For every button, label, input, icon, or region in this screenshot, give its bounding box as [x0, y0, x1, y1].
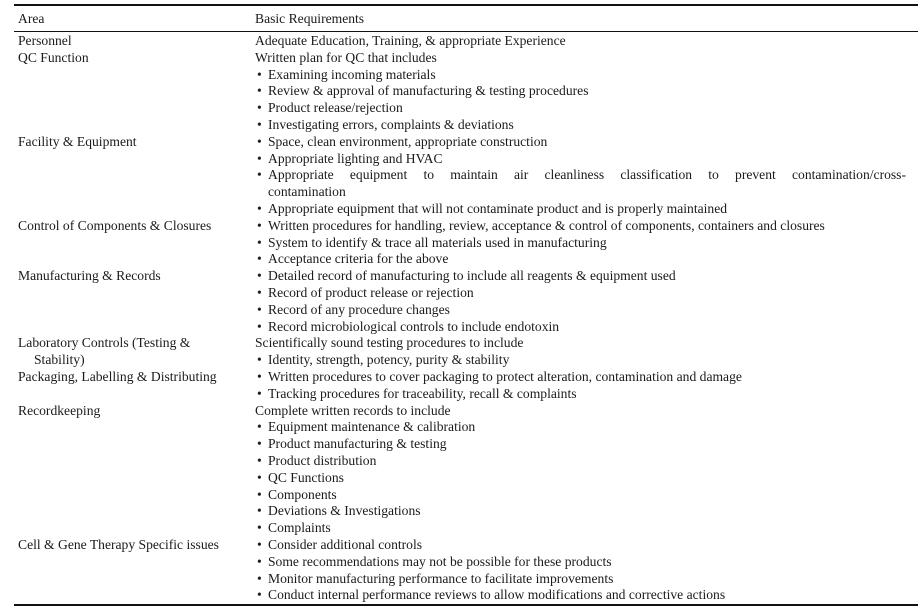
list-item: • QC Functions [257, 469, 344, 485]
bullet-icon: • [257, 368, 262, 384]
table-row-components-closures [18, 218, 918, 268]
list-item: • Consider additional controls [257, 536, 423, 552]
list-item: • Product manufacturing & testing [257, 436, 447, 452]
bullet-icon: • [257, 419, 262, 435]
table-row-packaging-labelling [18, 369, 918, 403]
list-item: • Record of any procedure changes [257, 301, 450, 317]
list-item: • Examining incoming materials [257, 66, 436, 82]
bullet-icon: • [257, 66, 262, 82]
list-item: • Investigating errors, complaints & deviations [257, 116, 514, 132]
bullet-icon: • [257, 318, 262, 334]
area-cell: Recordkeeping [18, 402, 101, 418]
bullet-icon: • [257, 217, 262, 233]
table-top-rule [14, 4, 918, 6]
list-item: • Review & approval of manufacturing & testing procedures [257, 83, 589, 99]
requirements-cell [255, 369, 918, 403]
bullet-icon: • [257, 587, 262, 603]
requirements-table-body [18, 33, 918, 604]
area-cell: Facility & Equipment [18, 133, 137, 149]
bullet-icon: • [257, 385, 262, 401]
bullet-icon: • [257, 570, 262, 586]
bullet-icon: • [257, 503, 262, 519]
requirements-cell [255, 537, 918, 604]
list-item: • Conduct internal performance reviews to allow modifications and corrective actions [257, 587, 726, 603]
area-cell: Packaging, Labelling & Distributing [18, 368, 217, 384]
bullet-icon: • [257, 520, 262, 536]
list-item: • Complaints [257, 520, 331, 536]
list-item: • Tracking procedures for traceability, recall & complaints [257, 385, 577, 401]
list-item: • Appropriate lighting and HVAC [257, 150, 443, 166]
list-item: • Written procedures to cover packaging to protect alteration, contamination and damage [257, 368, 742, 384]
requirement-intro: Complete written records to include [255, 402, 451, 418]
list-item: • Detailed record of manufacturing to include all reagents & equipment used [257, 268, 676, 284]
requirement-intro: Written plan for QC that includes [255, 49, 437, 65]
list-item: • Identity, strength, potency, purity & stability [257, 352, 510, 368]
list-item: • Product release/rejection [257, 100, 403, 116]
bullet-icon: • [257, 116, 262, 132]
list-item: • Record of product release or rejection [257, 284, 474, 300]
column-header-area: Area [18, 11, 45, 26]
table-row-recordkeeping [18, 403, 918, 537]
bullet-icon: • [257, 352, 262, 368]
bullet-icon: • [257, 536, 262, 552]
area-cell: Personnel [18, 33, 72, 48]
bullet-icon: • [257, 234, 262, 250]
requirements-cell [255, 335, 918, 369]
list-item: • Written procedures for handling, review, acceptance & control of components, containers and closures [257, 217, 825, 233]
table-row-personnel [18, 33, 918, 50]
bullet-icon: • [257, 268, 262, 284]
list-item: • Some recommendations may not be possible for these products [257, 553, 612, 569]
column-header-requirements: Basic Requirements [255, 11, 365, 26]
bullet-icon: • [257, 251, 262, 267]
table-bottom-rule [14, 604, 918, 606]
list-item: • Monitor manufacturing performance to facilitate improvements [257, 570, 614, 586]
requirements-cell [255, 218, 918, 268]
requirement-intro: Adequate Education, Training, & appropriate Experience [255, 33, 566, 48]
requirements-cell [255, 134, 918, 218]
list-item: • Space, clean environment, appropriate construction [257, 133, 548, 149]
requirements-cell [255, 403, 918, 537]
bullet-icon: • [257, 133, 262, 149]
bullet-icon: • [257, 452, 262, 468]
requirements-cell [255, 33, 918, 50]
bullet-icon: • [257, 436, 262, 452]
table-row-manufacturing-records [18, 268, 918, 335]
table-row-qc-function [18, 50, 918, 134]
requirements-cell [255, 268, 918, 335]
requirement-intro: Scientifically sound testing procedures to include [255, 335, 524, 351]
bullet-icon: • [257, 83, 262, 99]
area-cell: Laboratory Controls (Testing & Stability) [18, 335, 191, 368]
bullet-icon: • [257, 469, 262, 485]
bullet-icon: • [257, 284, 262, 300]
bullet-icon: • [257, 150, 262, 166]
area-cell: Control of Components & Closures [18, 217, 212, 233]
table-row-facility-equipment [18, 134, 918, 218]
list-item: • System to identify & trace all materials used in manufacturing [257, 234, 607, 250]
area-cell: Manufacturing & Records [18, 268, 161, 284]
list-item: • Product distribution [257, 452, 377, 468]
list-item: • Components [257, 486, 337, 502]
bullet-icon: • [257, 200, 262, 216]
list-item: • Appropriate equipment to maintain air cleanliness classification to prevent contamination/cross- contamination [257, 167, 906, 200]
area-cell: Cell & Gene Therapy Specific issues [18, 536, 219, 552]
list-item: • Acceptance criteria for the above [257, 251, 449, 267]
area-cell: QC Function [18, 49, 89, 65]
table-row-cell-gene-therapy [18, 537, 918, 604]
bullet-icon: • [257, 167, 262, 183]
bullet-icon: • [257, 301, 262, 317]
list-item: • Equipment maintenance & calibration [257, 419, 476, 435]
table-row-laboratory-controls [18, 335, 918, 369]
header-divider-rule [14, 31, 918, 32]
bullet-icon: • [257, 486, 262, 502]
list-item: • Deviations & Investigations [257, 503, 421, 519]
list-item: • Appropriate equipment that will not contaminate product and is properly maintained [257, 200, 728, 216]
list-item: • Record microbiological controls to include endotoxin [257, 318, 560, 334]
bullet-icon: • [257, 553, 262, 569]
bullet-icon: • [257, 100, 262, 116]
requirements-cell [255, 50, 918, 134]
